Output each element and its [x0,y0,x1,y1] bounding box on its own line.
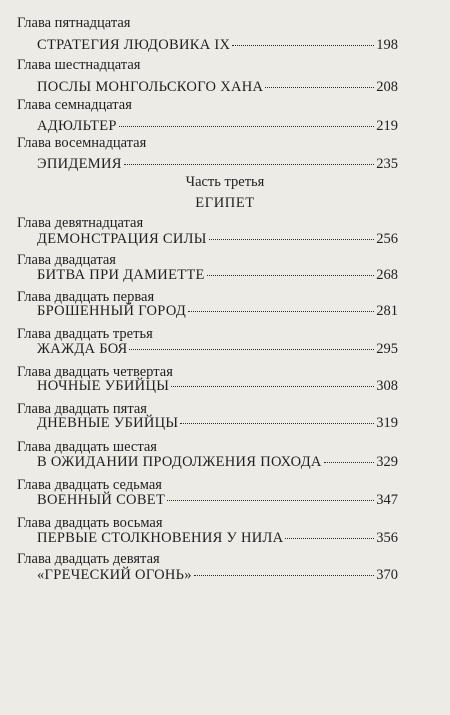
chapter-label: Глава шестнадцатая [17,57,141,73]
part-label: Часть третья [185,174,265,190]
entry-line [37,378,398,394]
page-number: 347 [376,492,398,508]
entry-line [37,231,398,247]
part-title: ЕГИПЕТ [195,195,255,211]
page-number: 319 [376,415,398,431]
leader-dots [285,538,374,539]
leader-dots [209,239,374,240]
entry-line [37,415,398,431]
page-number: 308 [376,378,398,394]
page-number: 356 [376,530,398,546]
entry-line [37,454,398,470]
chapter-label: Глава двадцать первая [17,289,155,305]
chapter-title: ВОЕННЫЙ СОВЕТ [37,492,166,508]
chapter-label: Глава девятнадцатая [17,215,144,231]
page-number: 256 [376,231,398,247]
leader-dots [265,87,374,88]
chapter-title: ЭПИДЕМИЯ [37,156,122,172]
chapter-label: Глава двадцать девятая [17,551,160,567]
page-number: 235 [376,156,398,172]
page-number: 329 [376,454,398,470]
entry-line [37,37,398,53]
leader-dots [324,462,375,463]
entry-line [37,267,398,283]
chapter-title: ЖАЖДА БОЯ [37,341,128,357]
chapter-label: Глава семнадцатая [17,97,132,113]
chapter-label: Глава пятнадцатая [17,15,131,31]
chapter-label: Глава двадцать пятая [17,401,147,417]
page-number: 295 [376,341,398,357]
chapter-title: ДНЕВНЫЕ УБИЙЦЫ [37,415,179,431]
page-number: 370 [376,567,398,583]
entry-line [37,118,398,134]
leader-dots [171,386,374,387]
leader-dots [207,275,375,276]
page-number: 281 [376,303,398,319]
page-number: 219 [376,118,398,134]
chapter-label: Глава двадцать седьмая [17,477,162,493]
chapter-title: АДЮЛЬТЕР [37,118,117,134]
chapter-title: ДЕМОНСТРАЦИЯ СИЛЫ [37,231,207,247]
leader-dots [167,500,374,501]
entry-line [37,492,398,508]
leader-dots [188,311,374,312]
page-number: 208 [376,79,398,95]
chapter-title: НОЧНЫЕ УБИЙЦЫ [37,378,170,394]
entry-line [37,530,398,546]
entry-line [37,156,398,172]
chapter-title: «ГРЕЧЕСКИЙ ОГОНЬ» [37,567,192,583]
page-number: 268 [376,267,398,283]
chapter-title: В ОЖИДАНИИ ПРОДОЛЖЕНИЯ ПОХОДА [37,454,322,470]
chapter-label: Глава двадцать шестая [17,439,157,455]
entry-line [37,567,398,583]
chapter-label: Глава двадцать восьмая [17,515,163,531]
entry-line [37,341,398,357]
leader-dots [194,575,374,576]
entry-line [37,79,398,95]
chapter-label: Глава двадцатая [17,252,116,268]
chapter-title: ПЕРВЫЕ СТОЛКНОВЕНИЯ У НИЛА [37,530,284,546]
leader-dots [232,45,374,46]
chapter-title: СТРАТЕГИЯ ЛЮДОВИКА IX [37,37,231,53]
leader-dots [129,349,374,350]
chapter-title: БРОШЕННЫЙ ГОРОД [37,303,187,319]
leader-dots [180,423,374,424]
page-number: 198 [376,37,398,53]
chapter-title: БИТВА ПРИ ДАМИЕТТЕ [37,267,205,283]
chapter-label: Глава восемнадцатая [17,135,147,151]
entry-line [37,303,398,319]
chapter-label: Глава двадцать четвертая [17,364,173,380]
chapter-title: ПОСЛЫ МОНГОЛЬСКОГО ХАНА [37,79,264,95]
chapter-label: Глава двадцать третья [17,326,153,342]
leader-dots [119,126,374,127]
leader-dots [124,164,375,165]
